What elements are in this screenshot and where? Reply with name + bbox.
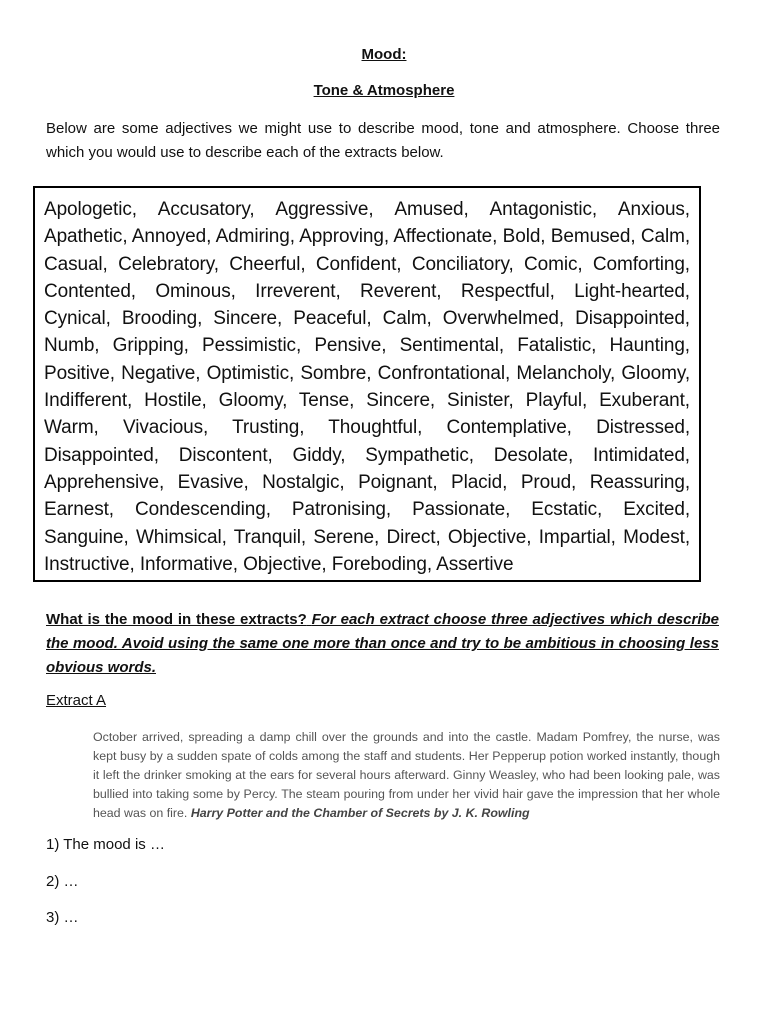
worksheet-subtitle: Tone & Atmosphere <box>313 82 455 99</box>
extract-body: October arrived, spreading a damp chill over the grounds and into the castle. Madam Pomfrey, the nurse, was kept busy by a sudden spate of colds among the staff and students. Her Pepperup potion worked instantly, though it left the drinker smoking at the ears for several hours afterward. Ginny Weasley, who had been looking pale, was bullied into taking some by Percy. The steam pouring from under her vivid hair gave the impression that her whole head was on fire. <box>93 730 720 820</box>
adjective-box <box>33 186 701 582</box>
question-instruction: For each extract choose three adjectives which describe the mood. Avoid using the same one more than once and try to be ambitious in choosing less obvious words. <box>46 611 719 676</box>
extract-label: Extract A <box>46 692 107 709</box>
answer-line-1: 1) The mood is … <box>46 836 165 853</box>
worksheet-title: Mood: <box>361 46 407 63</box>
question-prompt: What is the mood in these extracts? <box>46 611 307 628</box>
extract-source: Harry Potter and the Chamber of Secrets by J. K. Rowling <box>190 806 530 820</box>
intro-paragraph: Below are some adjectives we might use to describe mood, tone and atmosphere. Choose three which you would use to describe each of the extracts below. <box>46 120 720 161</box>
extract-passage <box>93 728 720 823</box>
mood-question <box>46 608 719 680</box>
adjective-list: Apologetic, Accusatory, Aggressive, Amused, Antagonistic, Anxious, Apathetic, Annoyed, Admiring, Approving, Affectionate, Bold, Bemused, Calm, Casual, Celebratory, Cheerful, Confident, Conciliatory, Comic, Comforting, Contented, Ominous, Irreverent, Reverent, Respectful, Light-hearted, Cynical, Brooding, Sincere, Peaceful, Calm, Overwhelmed, Disappointed, Numb, Gripping, Pessimistic, Pensive, Sentimental, Fatalistic, Haunting, Positive, Negative, Optimistic, Sombre, Confrontational, Melancholy, Gloomy, Indifferent, Hostile, Gloomy, Tense, Sincere, Sinister, Playful, Exuberant, Warm, Vivacious, Trusting, Thoughtful, Contemplative, Distressed, Disappointed, Discontent, Giddy, Sympathetic, Desolate, Intimidated, Apprehensive, Evasive, Nostalgic, Poignant, Placid, Proud, Reassuring, Earnest, Condescending, Patronising, Passionate, Ecstatic, Excited, Sanguine, Whimsical, Tranquil, Serene, Direct, Objective, Impartial, Modest, Instructive, Informative, Objective, Foreboding, Assertive <box>44 199 690 575</box>
answer-line-3: 3) … <box>46 909 79 926</box>
answer-line-2: 2) … <box>46 873 79 890</box>
